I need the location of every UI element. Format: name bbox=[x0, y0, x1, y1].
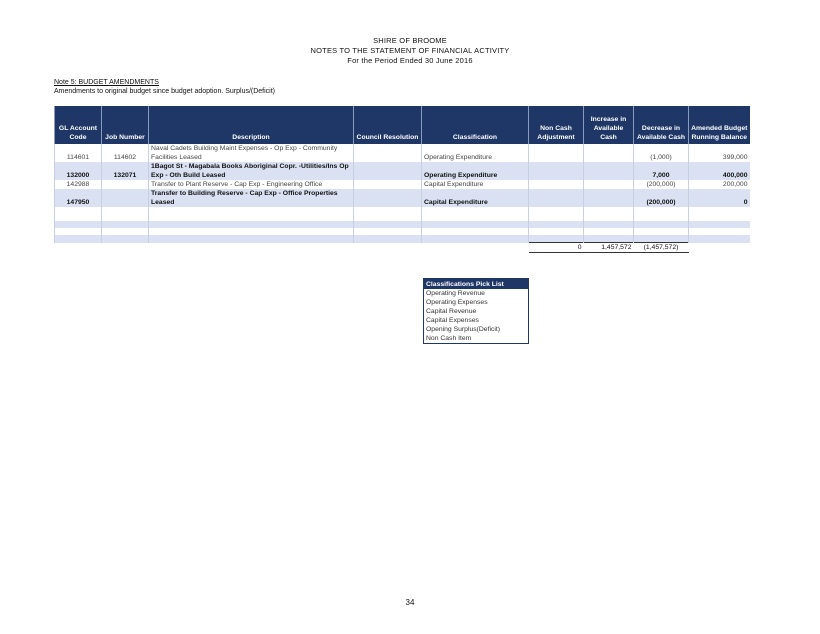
table-row bbox=[55, 180, 750, 189]
description-cell: Transfer to Plant Reserve - Cap Exp - Engineering Office bbox=[149, 180, 354, 189]
classifications-pick-list bbox=[423, 278, 529, 344]
table-row bbox=[55, 153, 750, 162]
budget-amendments-table bbox=[54, 106, 750, 253]
balance-cell: 399,000 bbox=[689, 153, 750, 162]
table-row bbox=[55, 171, 750, 180]
increase-cell bbox=[584, 153, 634, 162]
statement-title: NOTES TO THE STATEMENT OF FINANCIAL ACTIVITY bbox=[310, 46, 510, 55]
col-header-council-resolution: Council Resolution bbox=[354, 106, 422, 144]
description-cell: Naval Cadets Building Maint Expenses - Op Exp - Community bbox=[149, 144, 354, 153]
table-row bbox=[55, 144, 750, 153]
col-header-running-balance: Amended Budget Running Balance bbox=[689, 106, 750, 144]
description-cell: Facilities Leased bbox=[149, 153, 354, 162]
increase-cell bbox=[584, 180, 634, 189]
classification-cell: Capital Expenditure bbox=[422, 198, 529, 207]
pick-list-title: Classifications Pick List bbox=[424, 279, 529, 290]
classification-cell: Operating Expenditure bbox=[422, 171, 529, 180]
period-title: For the Period Ended 30 June 2016 bbox=[347, 56, 473, 65]
col-header-description: Description bbox=[149, 106, 354, 144]
non-cash-cell bbox=[529, 171, 584, 180]
col-header-job-number: Job Number bbox=[102, 106, 149, 144]
col-header-gl-code: GL Account Code bbox=[55, 106, 102, 144]
note-subtitle: Amendments to original budget since budget adoption. Surplus/(Deficit) bbox=[54, 88, 276, 95]
col-header-decrease-available-cash: Decrease in Available Cash bbox=[634, 106, 689, 144]
col-header-classification: Classification bbox=[422, 106, 529, 144]
resolution-cell bbox=[354, 198, 422, 207]
empty-row bbox=[55, 235, 750, 243]
table-row bbox=[55, 198, 750, 207]
classification-cell: Operating Expenditure bbox=[422, 153, 529, 162]
gl-code-cell: 132000 bbox=[55, 171, 102, 180]
job-number-cell: 114602 bbox=[102, 153, 149, 162]
increase-cell bbox=[584, 171, 634, 180]
job-number-cell: 132071 bbox=[102, 171, 149, 180]
empty-row bbox=[55, 221, 750, 228]
total-increase: 1,457,572 bbox=[584, 243, 634, 253]
resolution-cell bbox=[354, 180, 422, 189]
description-cell: Exp - Oth Build Leased bbox=[149, 171, 354, 180]
pick-list-item: Non Cash Item bbox=[426, 335, 472, 342]
table-row bbox=[55, 189, 750, 198]
description-cell: Leased bbox=[149, 198, 354, 207]
col-header-non-cash-adjustment: Non Cash Adjustment bbox=[529, 106, 584, 144]
classification-cell: Capital Expenditure bbox=[422, 180, 529, 189]
decrease-cell: (200,000) bbox=[634, 180, 689, 189]
balance-cell: 0 bbox=[689, 198, 750, 207]
gl-code-cell: 114601 bbox=[55, 153, 102, 162]
totals-row bbox=[55, 243, 750, 253]
non-cash-cell bbox=[529, 153, 584, 162]
job-number-cell bbox=[102, 180, 149, 189]
gl-code-cell: 147950 bbox=[55, 198, 102, 207]
col-header-increase-available-cash: Increase in Available Cash bbox=[584, 106, 634, 144]
increase-cell bbox=[584, 198, 634, 207]
resolution-cell bbox=[354, 153, 422, 162]
decrease-cell: 7,000 bbox=[634, 171, 689, 180]
resolution-cell bbox=[354, 171, 422, 180]
empty-row bbox=[55, 228, 750, 235]
non-cash-cell bbox=[529, 198, 584, 207]
table-row bbox=[55, 162, 750, 171]
organisation-title: SHIRE OF BROOME bbox=[373, 36, 447, 45]
empty-row bbox=[55, 207, 750, 214]
pick-list-item: Operating Expenses bbox=[426, 299, 488, 306]
non-cash-cell bbox=[529, 180, 584, 189]
decrease-cell: (200,000) bbox=[634, 198, 689, 207]
table-header-row bbox=[55, 106, 750, 144]
pick-list-item: Opening Surplus(Deficit) bbox=[426, 326, 501, 333]
total-non-cash: 0 bbox=[529, 243, 584, 253]
empty-row bbox=[55, 214, 750, 221]
gl-code-cell: 142988 bbox=[55, 180, 102, 189]
total-decrease: (1,457,572) bbox=[634, 243, 689, 253]
pick-list-item: Capital Expenses bbox=[426, 317, 479, 324]
balance-cell: 400,000 bbox=[689, 171, 750, 180]
decrease-cell: (1,000) bbox=[634, 153, 689, 162]
pick-list-item: Operating Revenue bbox=[426, 290, 485, 297]
page-number: 34 bbox=[405, 598, 415, 607]
description-cell: Transfer to Building Reserve - Cap Exp - Office Properties bbox=[149, 189, 354, 198]
pick-list-item: Capital Revenue bbox=[426, 308, 477, 315]
balance-cell: 200,000 bbox=[689, 180, 750, 189]
note-heading: Note 5: BUDGET AMENDMENTS bbox=[54, 79, 159, 86]
job-number-cell bbox=[102, 198, 149, 207]
description-cell: 1Bagot St - Magabala Books Aboriginal Copr. -Utilities/Ins Op bbox=[149, 162, 354, 171]
